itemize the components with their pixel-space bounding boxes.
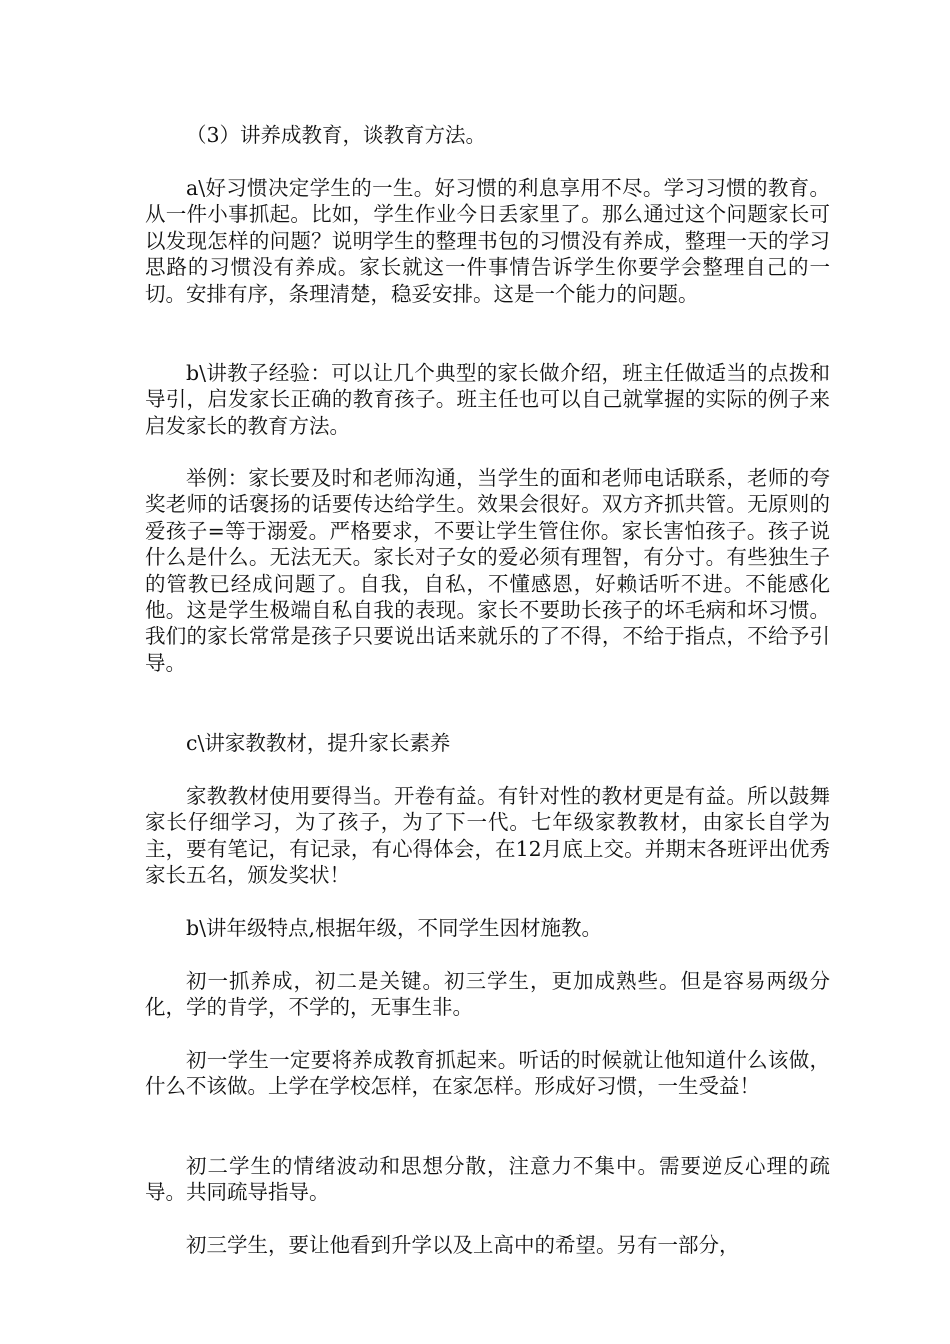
paragraph-grade-one: 初一学生一定要将养成教育抓起来。听话的时候就让他知道什么该做，什么不该做。上学在学校怎样，在家怎样。形成好习惯，一生受益！	[145, 1048, 830, 1099]
paragraph-grade-two: 初二学生的情绪波动和思想分散，注意力不集中。需要逆反心理的疏导。共同疏导指导。	[145, 1154, 830, 1205]
section-heading-family-textbook: c\讲家教教材，提升家长素养	[186, 731, 451, 755]
section-heading-grade-features: b\讲年级特点,根据年级，不同学生因材施教。	[186, 916, 603, 940]
paragraph-grade-three: 初三学生，要让他看到升学以及上高中的希望。另有一部分，	[186, 1233, 740, 1257]
paragraph-example: 举例：家长要及时和老师沟通，当学生的面和老师电话联系，老师的夸奖老师的话褒扬的话要传达给学生。效果会很好。双方齐抓共管。无原则的爱孩子=等于溺爱。严格要求，不要让学生管住你。家长害怕孩子。孩子说什么是什么。无法无天。家长对子女的爱必须有理智，有分寸。有些独生子的管教已经成问题了。自我，自私，不懂感恩，好赖话听不进。不能感化他。这是学生极端自私自我的表现。家长不要助长孩子的坏毛病和坏习惯。我们的家长常常是孩子只要说出话来就乐的了不得，不给于指点，不给予引导。	[145, 466, 830, 675]
paragraph-family-textbook: 家教教材使用要得当。开卷有益。有针对性的教材更是有益。所以鼓舞家长仔细学习，为了孩子，为了下一代。七年级家教教材，由家长自学为主，要有笔记，有记录，有心得体会，在12月底上交。并期末各班评出优秀家长五名，颁发奖状！	[145, 784, 830, 888]
paragraph-parenting-experience: b\讲教子经验：可以让几个典型的家长做介绍，班主任做适当的点拨和导引，启发家长正确的教育孩子。班主任也可以自己就掌握的实际的例子来启发家长的教育方法。	[145, 361, 830, 438]
paragraph-grade-overview: 初一抓养成，初二是关键。初三学生，更加成熟些。但是容易两级分化，学的肯学，不学的，无事生非。	[145, 969, 830, 1020]
section-heading-habit-education: （3）讲养成教育，谈教育方法。	[186, 123, 487, 147]
paragraph-good-habits: a\好习惯决定学生的一生。好习惯的利息享用不尽。学习习惯的教育。从一件小事抓起。比如，学生作业今日丢家里了。那么通过这个问题家长可以发现怎样的问题？说明学生的整理书包的习惯没有养成，整理一天的学习思路的习惯没有养成。家长就这一件事情告诉学生你要学会整理自己的一切。安排有序，条理清楚，稳妥安排。这是一个能力的问题。	[145, 176, 830, 306]
